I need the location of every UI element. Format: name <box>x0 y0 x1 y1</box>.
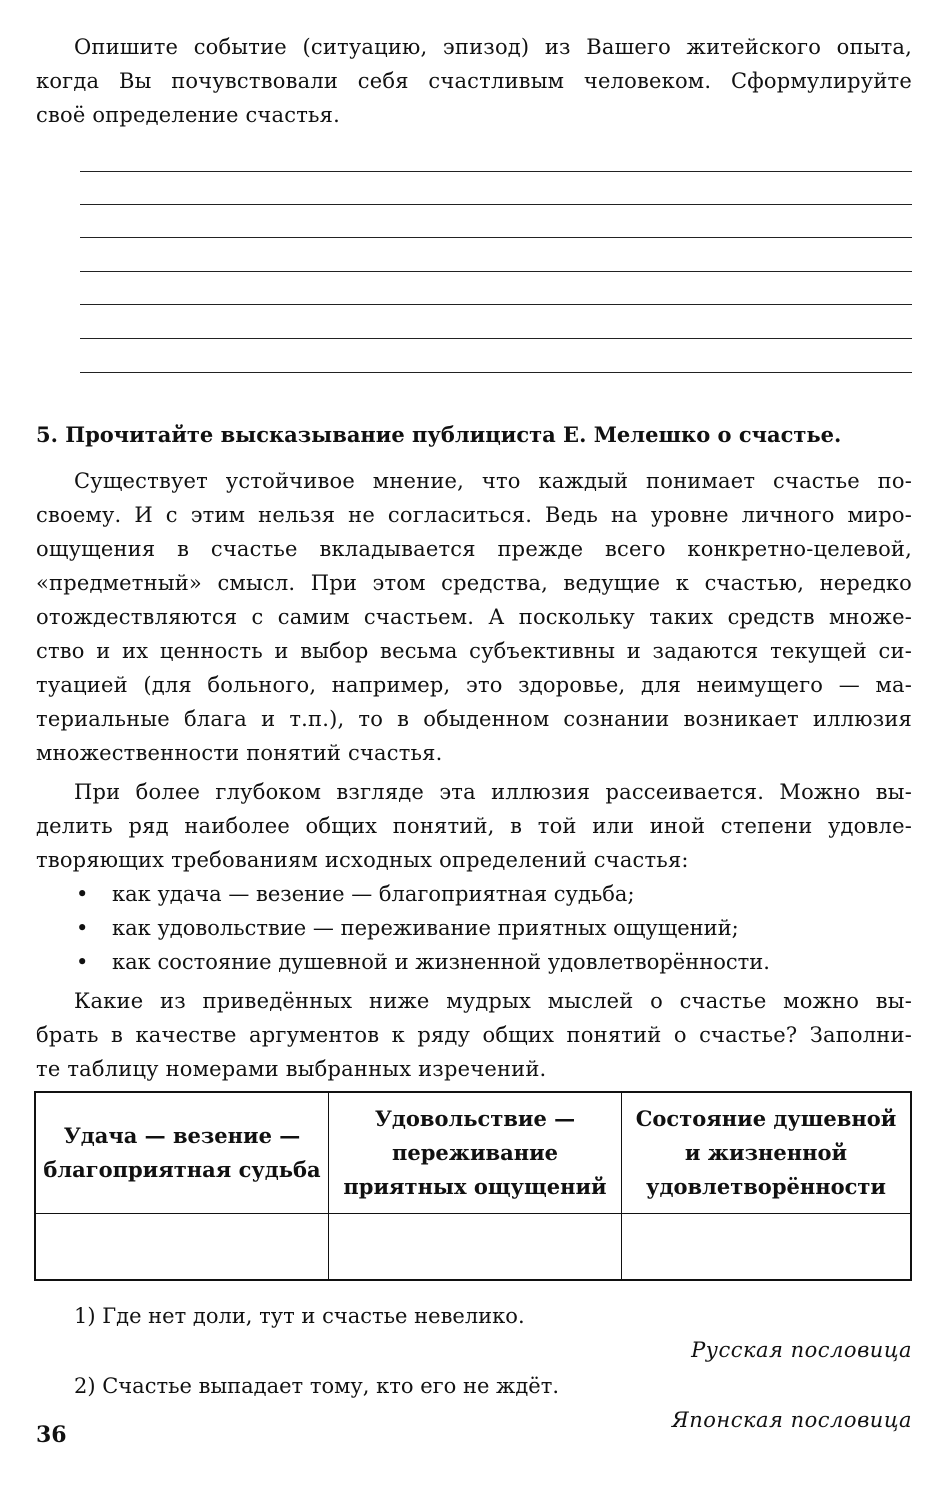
proverb-source: Японская пословица <box>671 1408 912 1432</box>
question-line: те таблицу номерами выбранных изречений. <box>36 1057 547 1081</box>
quote-line: своему. И с этим нельзя не согласиться. Ведь на уровне личного миро- <box>36 503 912 527</box>
table-cell-input[interactable] <box>622 1214 910 1279</box>
answer-line[interactable] <box>80 204 912 205</box>
quote-line: делить ряд наиболее общих понятий, в той или иной степени удовле- <box>36 814 912 838</box>
quote-line: ощущения в счастье вкладывается прежде всего конкретно-целевой, <box>36 537 912 561</box>
answer-line[interactable] <box>80 372 912 373</box>
answer-table <box>34 1091 912 1281</box>
bullet-text: как удовольствие — переживание приятных ощущений; <box>112 916 739 940</box>
answer-line[interactable] <box>80 338 912 339</box>
table-header-text: Удовольствие — переживание приятных ощущений <box>343 1106 607 1199</box>
quote-line: ство и их ценность и выбор весьма субъективны и задаются текущей си- <box>36 639 912 663</box>
quote-line: Существует устойчивое мнение, что каждый понимает счастье по- <box>74 469 912 493</box>
bullet-icon: • <box>76 882 89 906</box>
answer-line[interactable] <box>80 304 912 305</box>
answer-line[interactable] <box>80 171 912 172</box>
table-column <box>621 1093 910 1279</box>
answer-line[interactable] <box>80 237 912 238</box>
table-header <box>36 1093 328 1214</box>
quote-line: териальные блага и т.п.), то в обыденном сознании возникает иллюзия <box>36 707 912 731</box>
bullet-text: как удача — везение — благоприятная судьба; <box>112 882 635 906</box>
table-header <box>329 1093 621 1214</box>
table-header-text: Удача — везение — благоприятная судьба <box>43 1123 321 1182</box>
quote-line: «предметный» смысл. При этом средства, ведущие к счастью, нередко <box>36 571 912 595</box>
page-number: 36 <box>36 1422 67 1448</box>
table-cell-input[interactable] <box>36 1214 328 1279</box>
proverb-text: 2) Счастье выпадает тому, кто его не ждёт. <box>74 1374 560 1398</box>
quote-line: отождествляются с самим счастьем. А поскольку таких средств множе- <box>36 605 912 629</box>
quote-line: творяющих требованиям исходных определений счастья: <box>36 848 689 872</box>
task-heading: 5. Прочитайте высказывание публициста Е. Мелешко о счастье. <box>36 422 842 447</box>
answer-line[interactable] <box>80 271 912 272</box>
table-header <box>622 1093 910 1214</box>
table-header-text: Состояние душевной и жизненной удовлетворённости <box>635 1106 897 1199</box>
quote-line: множественности понятий счастья. <box>36 741 443 765</box>
proverb-text: 1) Где нет доли, тут и счастье невелико. <box>74 1304 525 1328</box>
bullet-icon: • <box>76 950 89 974</box>
proverb-source: Русская пословица <box>691 1338 912 1362</box>
bullet-icon: • <box>76 916 89 940</box>
quote-line: туацией (для больного, например, это здоровье, для неимущего — ма- <box>36 673 912 697</box>
table-cell-input[interactable] <box>329 1214 621 1279</box>
question-line: Какие из приведённых ниже мудрых мыслей о счастье можно вы- <box>74 989 912 1013</box>
table-column <box>36 1093 328 1279</box>
intro-line: когда Вы почувствовали себя счастливым человеком. Сформулируйте <box>36 69 912 93</box>
intro-line: своё определение счастья. <box>36 103 340 127</box>
bullet-text: как состояние душевной и жизненной удовлетворённости. <box>112 950 770 974</box>
quote-line: При более глубоком взгляде эта иллюзия рассеивается. Можно вы- <box>74 780 912 804</box>
intro-line: Опишите событие (ситуацию, эпизод) из Вашего житейского опыта, <box>74 35 912 59</box>
question-line: брать в качестве аргументов к ряду общих понятий о счастье? Заполни- <box>36 1023 912 1047</box>
table-column <box>328 1093 621 1279</box>
